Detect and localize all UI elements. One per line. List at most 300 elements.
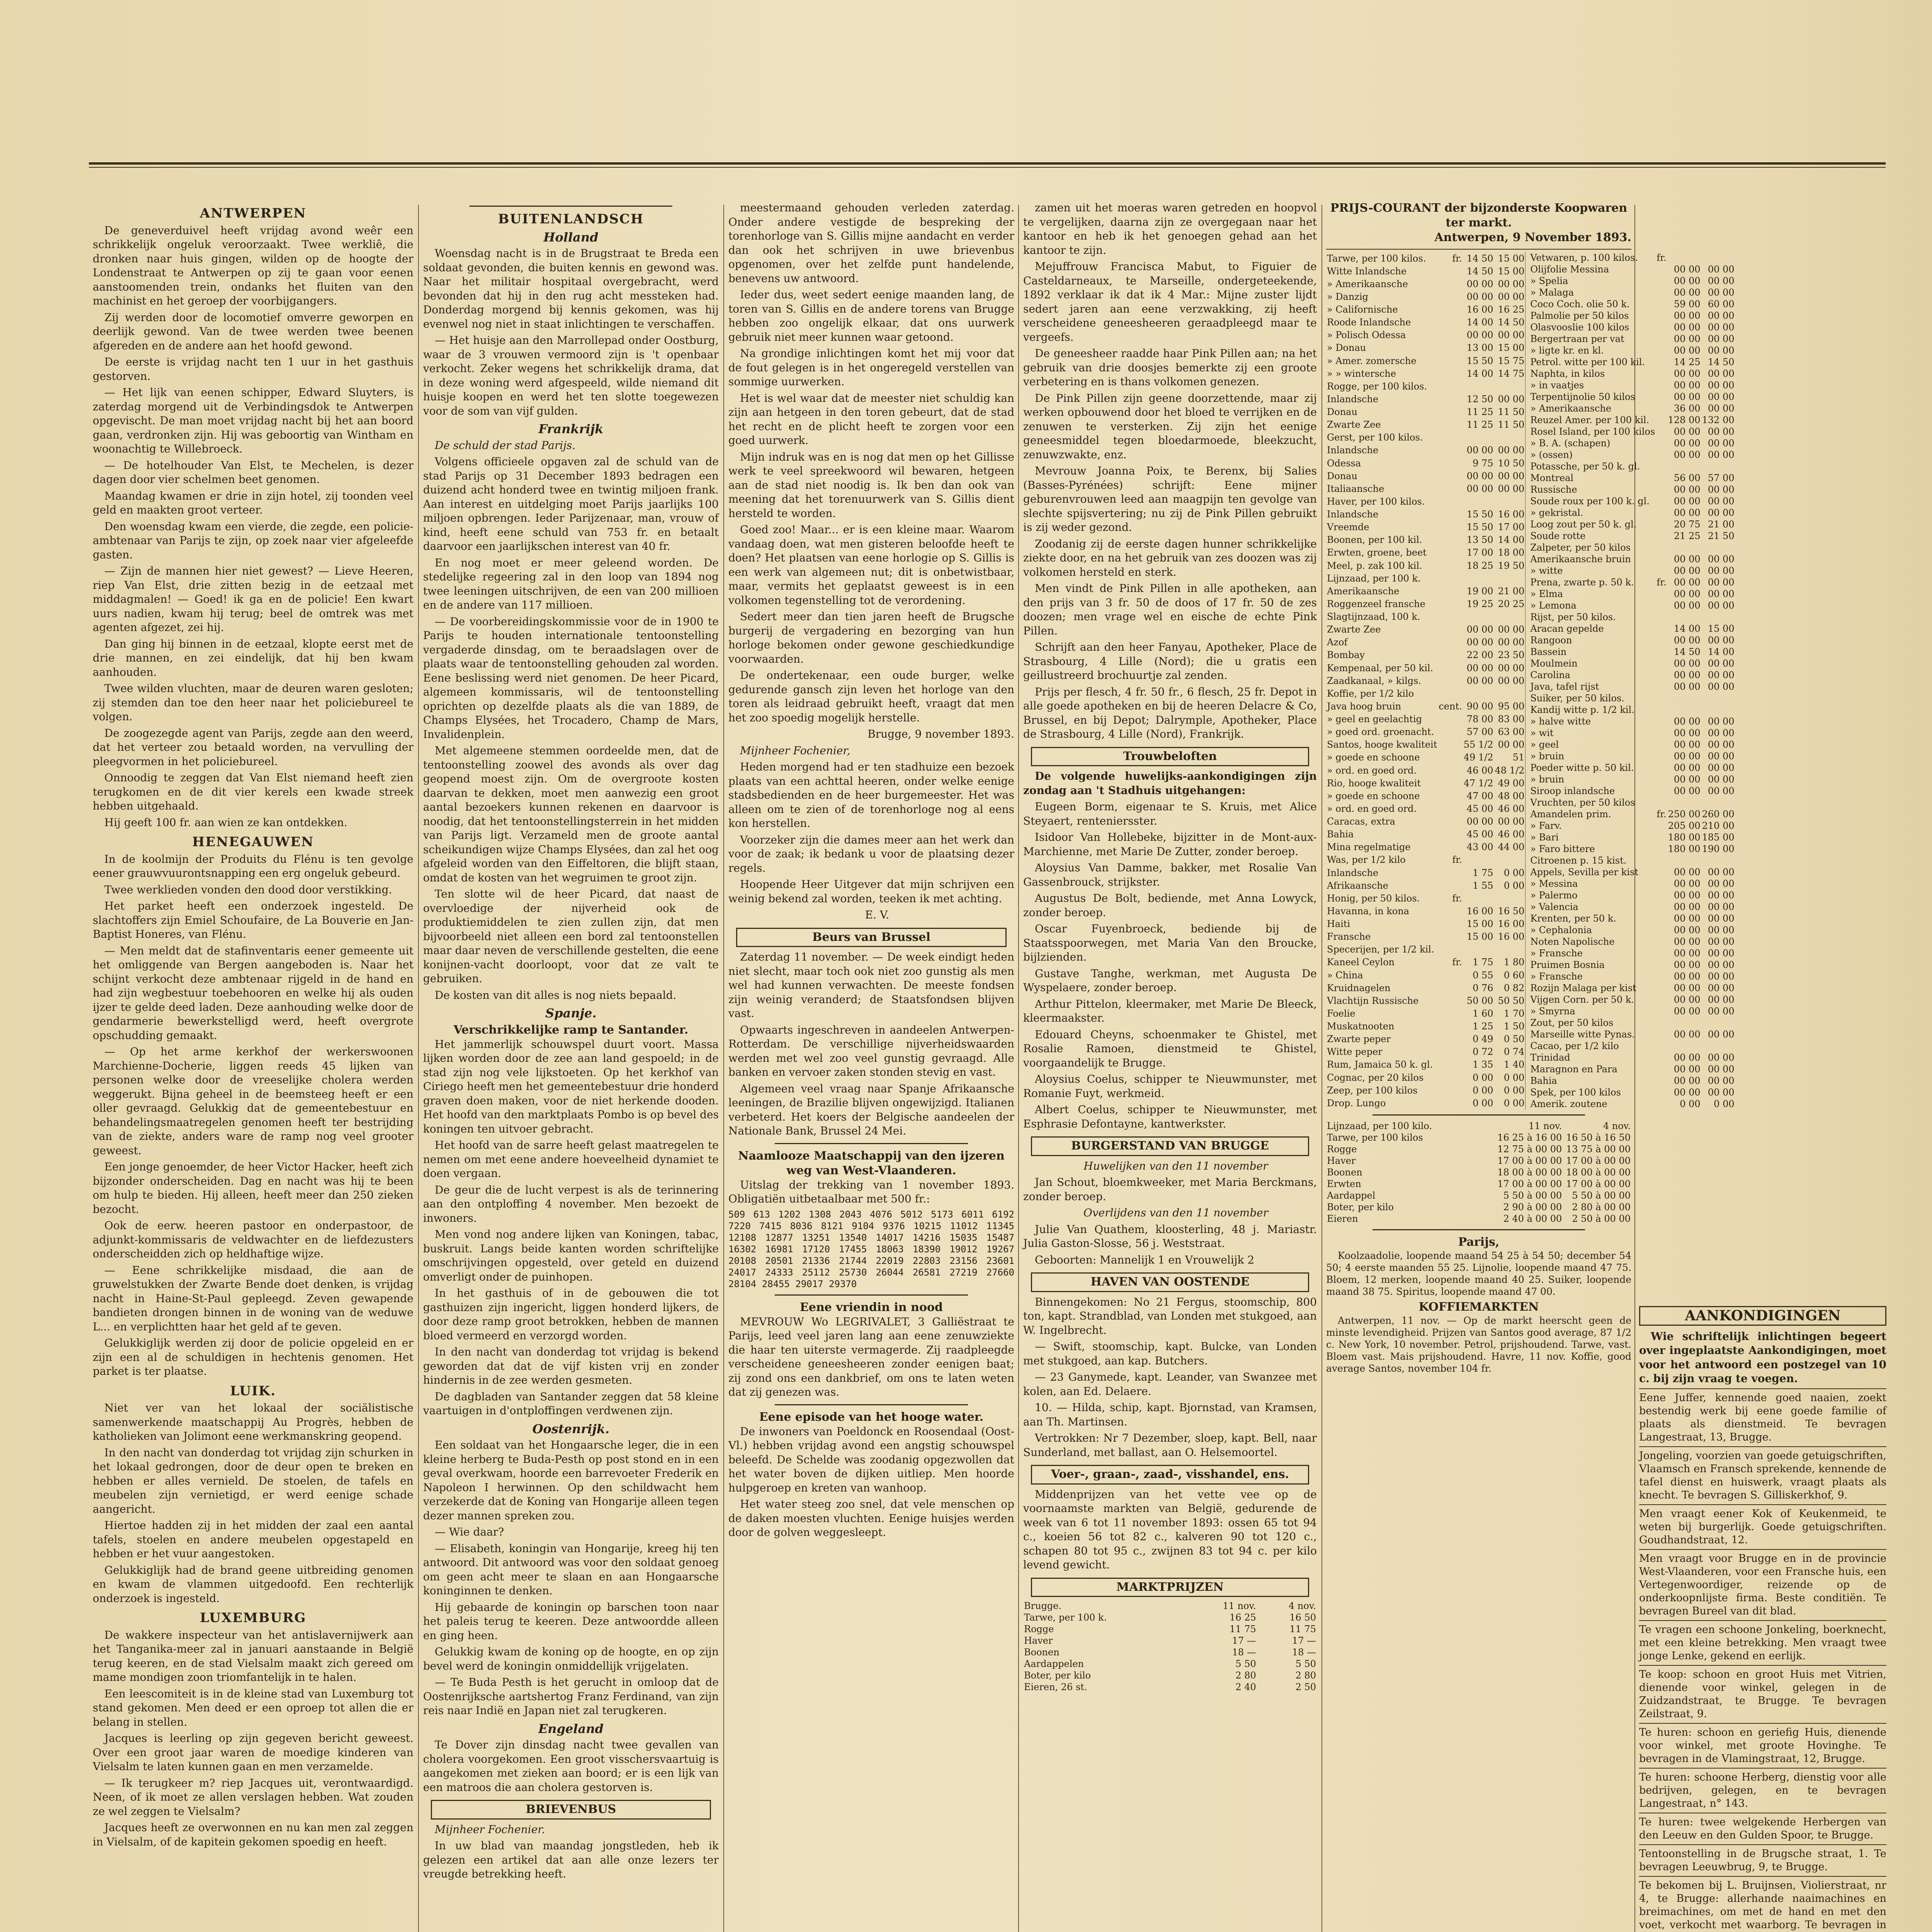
classified-ad: Te bekomen bij L. Bruijnsen, Violierstraat, nr 4, te Brugge: allerhande naaimachines en breimachines, om met de hand en met den voet, verkocht met waarborg. Te bevragen in bbox=[1639, 1876, 1886, 1932]
price-list-title: PRIJS-COURANT der bijzonderste Koopwaren ter markt. bbox=[1330, 201, 1628, 230]
article-paragraph: De geur die de lucht verpest is als de terinnering aan den ontploffing 4 november. Men bezoekt de inwoners. bbox=[423, 1183, 719, 1225]
table-cell: 00 00 bbox=[1498, 393, 1525, 405]
table-cell bbox=[1656, 843, 1667, 855]
table-row bbox=[1529, 368, 1735, 379]
article-paragraph: — Te Buda Pesth is het gerucht in omloop dat de Oostenrijksche aartshertog Franz Ferdinand, van zijn reis naar Indië en Japan niet zal terugkeren. bbox=[423, 1676, 719, 1717]
table-cell: » Farv. bbox=[1530, 820, 1562, 831]
separator bbox=[1372, 1114, 1585, 1116]
table-cell: 00 00 bbox=[1498, 278, 1525, 289]
table-cell: 16 00 bbox=[1498, 918, 1525, 930]
table-cell: 0 74 bbox=[1503, 1046, 1525, 1058]
table-cell bbox=[1438, 585, 1463, 597]
table-row bbox=[1529, 310, 1735, 321]
table-cell bbox=[1656, 1017, 1667, 1029]
table-row bbox=[1326, 277, 1526, 290]
table-cell: 00 00 bbox=[1466, 662, 1493, 673]
table-cell: Amandelen prim. bbox=[1530, 809, 1611, 820]
table-cell bbox=[1656, 774, 1667, 785]
table-cell: 20 25 bbox=[1498, 598, 1525, 609]
table-cell bbox=[1656, 1075, 1667, 1087]
table-cell: 1 80 bbox=[1503, 957, 1525, 968]
article-paragraph: Ieder dus, weet sedert eenige maanden lang, de toren van S. Gillis en de andere torens van Brugge hebben zoo ongelijk elkaar, dat ons uurwerk gebruik niet meer kunnen waar getoond. bbox=[728, 288, 1014, 344]
country-heading-spanje: Spanje. bbox=[545, 1006, 597, 1020]
article-paragraph: Twee wilden vluchten, maar de deuren waren gesloten; zij stemden dan toe den heer naar het policiebureel te volgen. bbox=[93, 682, 413, 723]
section-heading-buitenland: BUITENLANDSCH bbox=[498, 211, 644, 227]
table-cell: » Donau bbox=[1327, 342, 1366, 354]
article-paragraph: — Ik terugkeer m? riep Jacques uit, verontwaardigd. Neen, of ik moet ze allen verslagen hebben. Wat zouden ze wel zeggen te Vielsalm? bbox=[93, 1776, 413, 1818]
table-cell: 22 00 bbox=[1466, 650, 1493, 661]
table-cell: 00 00 bbox=[1708, 507, 1735, 518]
table-cell: 205 00 bbox=[1668, 820, 1701, 831]
table-cell: 00 00 bbox=[1708, 728, 1735, 738]
table-cell bbox=[1656, 391, 1667, 403]
table-cell: 00 00 bbox=[1673, 716, 1701, 727]
article-paragraph: Koolzaadolie, loopende maand 54 25 à 54 50; december 54 50; 4 eerste maanden 55 25. Lijnolie, loopende maand 47 75. Bloem, 12 merken, loopende maand 40 25. Suiker, loopende maand 38 75. Spiritus, loopende maand 47 00. bbox=[1326, 1250, 1631, 1297]
table-cell bbox=[1656, 913, 1667, 924]
table-cell bbox=[1656, 600, 1667, 611]
table-cell bbox=[1656, 426, 1667, 437]
table-cell: Inlandsche bbox=[1327, 393, 1379, 405]
table-cell: 46 00 bbox=[1498, 803, 1525, 814]
table-cell: 250 00 bbox=[1668, 809, 1701, 820]
list-item: — 23 Ganymede, kapt. Leander, van Swanzee met kolen, aan Ed. Delaere. bbox=[1023, 1371, 1317, 1398]
table-cell bbox=[1438, 534, 1463, 546]
table-row bbox=[1529, 1029, 1735, 1040]
table-cell: 55 1/2 bbox=[1463, 739, 1493, 750]
table-row bbox=[1326, 431, 1526, 444]
table-row bbox=[1023, 1623, 1317, 1635]
table-cell: » geel en geelachtig bbox=[1327, 714, 1422, 725]
table-row bbox=[1529, 495, 1735, 507]
table-row bbox=[1529, 507, 1735, 519]
table-cell: 11 75 bbox=[1289, 1624, 1316, 1634]
table-row bbox=[1529, 762, 1735, 774]
table-row bbox=[1529, 971, 1735, 982]
table-cell: » Valencia bbox=[1530, 901, 1578, 912]
article-paragraph: Na grondige inlichtingen komt het mij voor dat de fout gelegen is in het ongeregeld verstellen van sommige uurwerken. bbox=[728, 347, 1014, 388]
table-cell bbox=[1463, 611, 1494, 623]
table-row bbox=[1529, 936, 1735, 947]
table-cell: » ligte kr. en kl. bbox=[1530, 345, 1604, 356]
table-cell bbox=[1701, 252, 1735, 264]
table-row bbox=[1326, 930, 1526, 943]
table-cell bbox=[1438, 866, 1463, 879]
table-cell: 5 50 à 00 00 bbox=[1503, 1190, 1562, 1201]
table-cell: 1 50 bbox=[1503, 1021, 1525, 1032]
section-heading-luik: LUIK. bbox=[230, 1383, 276, 1399]
table-cell: 0 82 bbox=[1503, 982, 1525, 993]
table-cell: 0 00 bbox=[1503, 1072, 1525, 1083]
table-cell: 14 50 bbox=[1466, 265, 1493, 277]
table-row bbox=[1326, 1178, 1631, 1190]
table-cell: 4 nov. bbox=[1603, 1121, 1631, 1131]
table-cell bbox=[1656, 704, 1667, 716]
table-cell: 00 00 bbox=[1708, 426, 1735, 437]
table-row bbox=[1326, 700, 1526, 713]
table-cell: 15 00 bbox=[1498, 253, 1525, 264]
table-cell: » » wintersche bbox=[1327, 368, 1396, 379]
table-cell: 00 00 bbox=[1498, 624, 1525, 635]
list-item: Oscar Fuyenbroeck, bediende bij de Staatsspoorwegen, met Maria Van den Broucke, bijlzienden. bbox=[1023, 922, 1317, 963]
table-cell: 14 25 bbox=[1673, 357, 1701, 367]
table-cell: 00 00 bbox=[1673, 380, 1701, 391]
table-cell: 17 00 à 00 00 bbox=[1566, 1179, 1631, 1189]
table-cell: Aardappel bbox=[1327, 1190, 1376, 1201]
table-row bbox=[1326, 559, 1526, 572]
table-cell: 00 00 bbox=[1708, 391, 1735, 402]
table-cell: 18 00 à 00 00 bbox=[1497, 1167, 1562, 1178]
table-row bbox=[1529, 600, 1735, 611]
table-row bbox=[1326, 623, 1526, 636]
table-cell bbox=[1438, 431, 1463, 444]
table-cell bbox=[1438, 1071, 1463, 1084]
table-row bbox=[1326, 1213, 1631, 1225]
table-cell: 14 75 bbox=[1498, 368, 1525, 379]
article-paragraph: In het gasthuis of in de gebouwen die tot gasthuizen zijn ingericht, liggen honderd lijkers, de door deze ramp groot betrokken, hebben de mannen bloed vermeerd en verzorgd worden. bbox=[423, 1287, 719, 1342]
table-row bbox=[1326, 892, 1526, 905]
table-cell bbox=[1656, 403, 1667, 414]
table-cell: » goede en schoone bbox=[1327, 752, 1420, 763]
article-paragraph: Onnoodig te zeggen dat Van Elst niemand heeft zien terugkomen en de dit vier kerels een kwade streek hebben uitgehaald. bbox=[93, 771, 413, 812]
paris-heading: Parijs, bbox=[1458, 1235, 1500, 1249]
table-cell bbox=[1438, 636, 1463, 649]
table-cell: 00 00 bbox=[1673, 507, 1701, 518]
table-row bbox=[1326, 367, 1526, 380]
table-cell: 1 75 bbox=[1473, 957, 1493, 968]
table-cell: 00 00 bbox=[1708, 994, 1735, 1005]
table-cell: 00 00 bbox=[1673, 728, 1701, 738]
table-cell: 2 80 bbox=[1235, 1670, 1256, 1681]
table-cell: 128 00 bbox=[1668, 415, 1701, 425]
table-cell: Zeep, per 100 kilos bbox=[1327, 1085, 1418, 1096]
table-cell: 00 00 bbox=[1708, 786, 1735, 796]
article-paragraph: Antwerpen, 11 nov. — Op de markt heerscht geen de minste levendigheid. Prijzen van Santos good average, 87 1/2 c. New York, 10 november. Petrol, prijshoudend. Tarwe, vast. Bloem vast. Mais prijshoudend. Havre, 11 nov. Koffie, good average Santos, november 104 fr. bbox=[1326, 1315, 1631, 1374]
table-cell: 13 00 bbox=[1466, 342, 1493, 354]
table-cell: » Elma bbox=[1530, 588, 1563, 599]
article-paragraph: Middenprijzen van het vette vee op de voornaamste markten van België, gedurende de week van 6 tot 11 november 1893: ossen 65 tot 94 c., koeien 56 tot 82 c., kalveren 90 tot 120 c., schapen 80 tot 95 c., zwijnen 83 tot 94 c. per kilo levend gewicht. bbox=[1023, 1488, 1317, 1571]
table-row bbox=[1326, 585, 1526, 597]
table-cell: 14 00 bbox=[1466, 317, 1493, 328]
table-cell: 0 00 bbox=[1473, 1085, 1493, 1096]
table-row bbox=[1326, 482, 1526, 495]
table-cell bbox=[1463, 854, 1494, 866]
table-cell: 00 00 bbox=[1673, 878, 1701, 889]
table-cell: 00 00 bbox=[1708, 276, 1735, 286]
article-paragraph: Heden morgend had er ten stadhuize een bezoek plaats van een achttal heeren, onder welke eenige stadsbedienden en de heer burgemeester. Het was alleen om te zien of de torenhorloge nog al eens kon herstellen. bbox=[728, 760, 1014, 830]
table-cell bbox=[1701, 797, 1735, 808]
table-cell bbox=[1438, 905, 1463, 917]
table-cell: » ord. en goed ord. bbox=[1327, 765, 1417, 776]
table-cell: Vijgen Corn. per 50 k. bbox=[1530, 994, 1634, 1005]
table-cell: Loog zout per 50 k. gl. bbox=[1530, 519, 1637, 530]
table-cell: 14 00 bbox=[1673, 623, 1701, 634]
table-cell: 90 00 bbox=[1466, 701, 1493, 712]
table-cell bbox=[1656, 519, 1667, 530]
table-cell: 00 00 bbox=[1673, 994, 1701, 1005]
table-cell bbox=[1656, 658, 1667, 669]
table-cell: 16 50 bbox=[1289, 1612, 1316, 1623]
table-cell: 00 00 bbox=[1673, 925, 1701, 935]
table-cell: 2 80 à 00 00 bbox=[1572, 1202, 1631, 1213]
table-row bbox=[1326, 290, 1526, 303]
table-cell bbox=[1438, 597, 1463, 610]
table-row bbox=[1529, 391, 1735, 403]
table-cell: 16 00 bbox=[1466, 304, 1493, 315]
table-cell: 00 00 bbox=[1708, 878, 1735, 889]
table-cell bbox=[1656, 669, 1667, 681]
table-cell: 00 00 bbox=[1673, 959, 1701, 970]
table-cell bbox=[1438, 726, 1463, 738]
table-cell: 00 00 bbox=[1708, 287, 1735, 298]
table-row bbox=[1326, 546, 1526, 559]
table-cell bbox=[1438, 918, 1463, 930]
article-paragraph: Mevrouw Joanna Poix, te Berenx, bij Salies (Basses-Pyrénées) schrijft: Eene mijner geburenvrouwen leed aan maagpijn ten gevolge van slechte spijsvertering; nu zij de Pink Pillen gebruikt is zij weder gezond. bbox=[1023, 464, 1317, 534]
table-cell: 00 00 bbox=[1673, 971, 1701, 982]
table-cell: Witte Inlandsche bbox=[1327, 265, 1407, 277]
table-cell: 00 00 bbox=[1673, 368, 1701, 379]
table-cell: Donau bbox=[1327, 406, 1357, 418]
list-item: Isidoor Van Hollebeke, bijzitter in de Mont-aux-Marchienne, met Marie De Zutter, zonder beroep. bbox=[1023, 831, 1317, 858]
table-cell: 00 00 bbox=[1708, 751, 1735, 762]
table-cell: 00 00 bbox=[1466, 637, 1493, 648]
table-cell: 1 60 bbox=[1473, 1008, 1493, 1019]
table-row bbox=[1529, 808, 1735, 820]
article-paragraph: Het water steeg zoo snel, dat vele menschen op de daken moesten vluchten. Eenige huisjes werden door de golven weggesleept. bbox=[728, 1498, 1014, 1539]
table-cell bbox=[1656, 785, 1667, 797]
table-cell: fr. bbox=[1452, 957, 1462, 968]
table-row bbox=[1326, 406, 1526, 418]
table-cell bbox=[1438, 649, 1463, 662]
table-cell: Russische bbox=[1530, 484, 1577, 495]
table-cell bbox=[1656, 449, 1667, 461]
table-cell: Poeder witte p. 50 kil. bbox=[1530, 762, 1634, 773]
table-row bbox=[1529, 264, 1735, 275]
table-cell bbox=[1701, 855, 1735, 866]
table-cell bbox=[1438, 559, 1463, 572]
table-cell bbox=[1667, 1040, 1701, 1052]
table-cell: 00 00 bbox=[1466, 624, 1493, 635]
table-cell: Inlandsche bbox=[1327, 867, 1379, 878]
table-row bbox=[1529, 727, 1735, 739]
table-row bbox=[1529, 692, 1735, 704]
table-cell: Rozijn Malaga per kist bbox=[1530, 983, 1636, 993]
table-cell: 11 50 bbox=[1498, 419, 1525, 430]
table-cell: » witte bbox=[1530, 565, 1563, 576]
table-cell: Boonen bbox=[1327, 1167, 1362, 1178]
table-row bbox=[1326, 508, 1526, 521]
list-item: Geboorten: Mannelijk 1 en Vrouwelijk 2 bbox=[1035, 1253, 1255, 1266]
table-row bbox=[1326, 687, 1526, 700]
table-cell: 21 00 bbox=[1498, 585, 1525, 597]
article-paragraph: — Eene schrikkelijke misdaad, die aan de gruwelstukken der Zwarte Bende doet denken, is vrijdag nacht in Haine-St-Paul gepleegd. Zeven gewapende bandieten drongen binnen in de woning van de weduwe L... en verplichtten haar het geld af te geven. bbox=[93, 1264, 413, 1333]
article-paragraph: Dan ging hij binnen in de eetzaal, klopte eerst met de drie mannen, en zei eindelijk, dat hij ben kwam aanhouden. bbox=[93, 637, 413, 679]
table-cell: 00 00 bbox=[1673, 751, 1701, 762]
table-cell bbox=[1438, 316, 1463, 329]
table-cell: 00 00 bbox=[1673, 936, 1701, 947]
article-paragraph: Hiertoe hadden zij in het midden der zaal een aantal tafels, stoelen en andere meubelen opgestapeld en hebben er het vuur aangestoken. bbox=[93, 1519, 413, 1560]
section-heading-voerhandel: Voer-, graan-, zaad-, visshandel, ens. bbox=[1031, 1465, 1309, 1485]
table-cell: 0 00 bbox=[1680, 1099, 1701, 1109]
table-cell: 00 00 bbox=[1673, 1006, 1701, 1017]
table-cell bbox=[1656, 982, 1667, 994]
table-cell: 19 00 bbox=[1466, 585, 1493, 597]
table-row bbox=[1529, 287, 1735, 298]
table-cell bbox=[1656, 924, 1667, 936]
table-cell: 15 00 bbox=[1708, 623, 1735, 634]
table-cell: 00 00 bbox=[1673, 345, 1701, 356]
table-cell: 17 00 bbox=[1498, 522, 1525, 533]
table-cell: Italiaansche bbox=[1327, 483, 1384, 494]
table-cell: 11 25 bbox=[1466, 406, 1493, 418]
table-cell: 5 50 à 00 00 bbox=[1572, 1190, 1631, 1201]
table-cell: Appels, Sevilla per kist bbox=[1530, 867, 1638, 878]
separator bbox=[775, 1294, 968, 1296]
table-cell: 49 1/2 bbox=[1463, 752, 1493, 763]
list-item: Gustave Tanghe, werkman, met Augusta De Wyspelaere, zonder beroep. bbox=[1023, 967, 1317, 994]
table-cell: 17 00 à 00 00 bbox=[1497, 1179, 1562, 1189]
table-cell: 00 00 bbox=[1673, 496, 1701, 507]
table-cell: 15 50 bbox=[1466, 355, 1493, 366]
table-row bbox=[1529, 403, 1735, 414]
classified-ad: Te koop: schoon en groot Huis met Vitrien, dienende voor winkel, gelegen in de Zuidzandstraat, te Brugge. Te bevragen Zeilstraat, 9. bbox=[1639, 1665, 1886, 1723]
table-cell: Haver bbox=[1024, 1635, 1053, 1646]
table-row bbox=[1326, 1007, 1526, 1020]
table-cell: 00 00 bbox=[1708, 554, 1735, 565]
table-cell: 180 00 bbox=[1668, 832, 1701, 843]
table-row bbox=[1326, 726, 1526, 738]
table-cell: 00 00 bbox=[1708, 658, 1735, 669]
table-row bbox=[1529, 553, 1735, 565]
table-cell: 0 60 bbox=[1503, 969, 1525, 981]
table-cell: 00 00 bbox=[1708, 959, 1735, 970]
table-cell: 2 90 à 00 00 bbox=[1503, 1202, 1562, 1213]
table-cell: Bahia bbox=[1530, 1075, 1557, 1086]
table-row bbox=[1326, 252, 1526, 265]
table-cell bbox=[1438, 981, 1463, 994]
table-row bbox=[1529, 866, 1735, 878]
table-cell: » gekristal. bbox=[1530, 507, 1583, 518]
table-cell: Terpentijnolie 50 kilos bbox=[1530, 391, 1635, 402]
table-cell: 00 00 bbox=[1498, 470, 1525, 481]
table-cell: 17 00 à 00 00 bbox=[1566, 1155, 1631, 1166]
article-paragraph: Zij werden door de locomotief omverre geworpen en deerlijk gewond. Van de twee werden twee beenen afgereden en de andere aan het hoofd gewond. bbox=[93, 311, 413, 352]
article-paragraph: In den nacht van donderdag tot vrijdag is bekend geworden dat dat de vijf kisten vrij en zonder hindernis in de zee werden gesmeten. bbox=[423, 1345, 719, 1386]
article-paragraph: De dagbladen van Santander zeggen dat 58 kleine vaartuigen in d'ontploffingen verdwenen zijn. bbox=[423, 1390, 719, 1417]
table-cell bbox=[1667, 855, 1701, 866]
table-cell bbox=[1438, 495, 1463, 508]
table-cell: » in vaatjes bbox=[1530, 380, 1584, 391]
table-cell: » Messina bbox=[1530, 878, 1578, 889]
table-cell bbox=[1667, 797, 1701, 808]
column-2 bbox=[423, 201, 719, 1932]
table-cell bbox=[1656, 646, 1667, 658]
table-cell: 57 00 bbox=[1466, 726, 1493, 738]
table-row bbox=[1529, 449, 1735, 461]
table-cell: 23 50 bbox=[1498, 650, 1525, 661]
table-cell: Was, per 1/2 kilo bbox=[1327, 854, 1406, 866]
table-cell: Roggenzeel fransche bbox=[1327, 598, 1425, 609]
article-paragraph: En nog moet er meer geleend worden. De stedelijke regeering zal in den loop van 1894 nog twee leeningen uitschrijven, de een van 200 millioen en de andere van 117 millioen. bbox=[423, 556, 719, 611]
table-cell bbox=[1701, 1040, 1735, 1052]
table-cell bbox=[1438, 508, 1463, 521]
table-cell bbox=[1438, 994, 1463, 1007]
table-cell: Boter, per kilo bbox=[1327, 1202, 1394, 1213]
article-paragraph: Hij gebaarde de koningin op barschen toon naar het paleis terug te keeren. Deze antwoordde alleen en ging heen. bbox=[423, 1600, 719, 1642]
table-cell bbox=[1701, 704, 1735, 716]
table-cell: 00 00 bbox=[1673, 901, 1701, 912]
table-cell bbox=[1438, 572, 1463, 585]
table-cell: 260 00 bbox=[1702, 809, 1735, 820]
column-3 bbox=[728, 201, 1014, 1932]
table-cell bbox=[1656, 623, 1667, 634]
table-row bbox=[1023, 1681, 1317, 1693]
table-cell: Witte peper bbox=[1327, 1046, 1383, 1058]
list-item: — Swift, stoomschip, kapt. Bulcke, van Londen met stukgoed, aan kap. Butchers. bbox=[1023, 1340, 1317, 1367]
table-cell: » (ossen) bbox=[1530, 449, 1573, 460]
table-cell bbox=[1656, 855, 1667, 866]
table-cell: Rangoon bbox=[1530, 635, 1572, 646]
table-cell: Marseille witte Pynas. bbox=[1530, 1029, 1635, 1040]
table-row bbox=[1529, 889, 1735, 901]
table-cell: 00 00 bbox=[1708, 1006, 1735, 1017]
table-cell bbox=[1656, 797, 1667, 808]
table-cell bbox=[1667, 252, 1701, 264]
list-item: Albert Coelus, schipper te Nieuwmunster, met Esphrasie Defontayne, kantwerkster. bbox=[1023, 1103, 1317, 1130]
table-cell: » wit bbox=[1530, 728, 1554, 738]
table-cell: Lijnzaad, per 100 k. bbox=[1327, 573, 1421, 584]
table-row bbox=[1529, 530, 1735, 542]
table-row bbox=[1529, 959, 1735, 971]
country-heading-holland: Holland bbox=[543, 230, 599, 245]
table-cell: 00 00 bbox=[1673, 310, 1701, 321]
table-row bbox=[1529, 739, 1735, 750]
table-row bbox=[1326, 495, 1526, 508]
letter-salutation: Mijnheer Fochenier, bbox=[740, 744, 850, 757]
article-paragraph: Een leescomiteit is in de kleine stad van Luxemburg tot stand gekomen. Men deed er een oproep tot allen die er belang in stellen. bbox=[93, 1687, 413, 1728]
table-cell: 15 75 bbox=[1498, 355, 1525, 366]
table-row bbox=[1529, 437, 1735, 449]
table-cell: 00 00 bbox=[1673, 762, 1701, 773]
table-row bbox=[1529, 1052, 1735, 1063]
table-row bbox=[1023, 1670, 1317, 1681]
table-cell: 00 00 bbox=[1498, 662, 1525, 673]
table-cell bbox=[1463, 572, 1494, 585]
article-paragraph: De kosten van dit alles is nog niets bepaald. bbox=[435, 988, 677, 1002]
table-cell: 00 00 bbox=[1708, 496, 1735, 507]
article-paragraph: Een jonge genoemder, de heer Victor Hacker, heeft zich bijzonder onderscheiden. Dag en nacht was hij te been om hulp te bieden. Hij alleen, heeft meer dan 250 zieken bezocht. bbox=[93, 1160, 413, 1216]
table-cell: 1 55 bbox=[1473, 880, 1493, 891]
table-row bbox=[1529, 716, 1735, 727]
column-6 bbox=[1639, 1306, 1886, 1932]
table-cell: 00 00 bbox=[1673, 1064, 1701, 1075]
table-cell: 47 1/2 bbox=[1463, 777, 1493, 789]
table-cell: 00 00 bbox=[1466, 445, 1493, 456]
table-cell: 00 00 bbox=[1708, 368, 1735, 379]
table-row bbox=[1529, 1087, 1735, 1098]
table-cell: 00 00 bbox=[1673, 948, 1701, 959]
table-cell: Rosel Island, per 100 kilos bbox=[1530, 426, 1655, 437]
table-cell: 18 — bbox=[1232, 1647, 1256, 1658]
table-row bbox=[1326, 1097, 1526, 1110]
table-cell: 59 00 bbox=[1673, 299, 1701, 310]
table-cell bbox=[1438, 444, 1463, 457]
table-cell: 0 00 bbox=[1503, 867, 1525, 878]
table-cell: 2 50 bbox=[1295, 1682, 1316, 1692]
table-cell bbox=[1463, 892, 1494, 905]
table-cell: 12 75 à 00 00 bbox=[1497, 1144, 1562, 1155]
table-cell: » ord. en goed ord. bbox=[1327, 803, 1417, 814]
section-heading-aankondigingen: AANKONDIGINGEN bbox=[1639, 1306, 1886, 1326]
